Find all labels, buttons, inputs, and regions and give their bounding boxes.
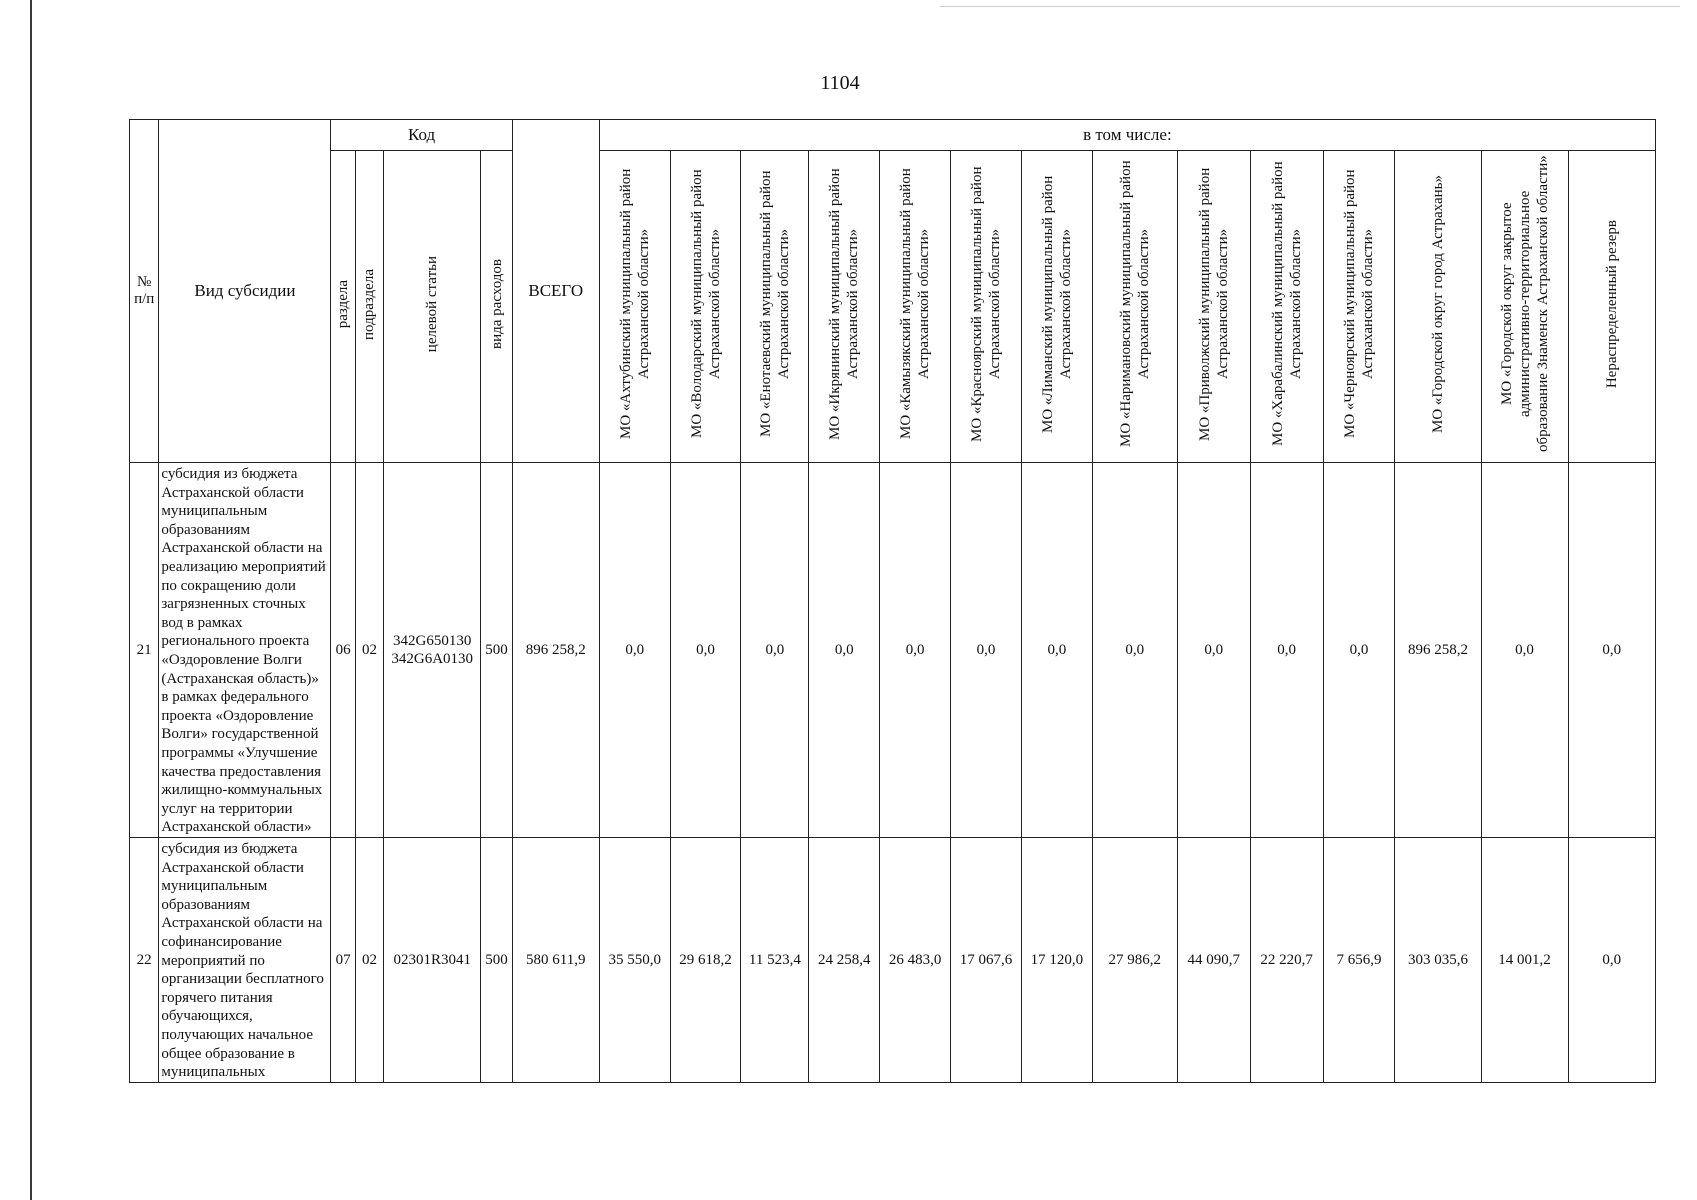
row-number: 22 — [130, 838, 159, 1083]
header-mo-kharabalinsky: МО «Харабалинский муниципальный район Астраханской области» — [1250, 151, 1323, 463]
header-mo-narimanovsky: МО «Наримановский муниципальный район Астраханской области» — [1092, 151, 1177, 463]
row-value: 0,0 — [809, 463, 880, 838]
row-target-code-line1: 342G650130 — [393, 633, 472, 649]
row-value: 0,0 — [951, 463, 1022, 838]
row-value: 35 550,0 — [599, 838, 670, 1083]
header-mo-limansky: МО «Лиманский муниципальный район Астраханской области» — [1021, 151, 1092, 463]
row-value: 22 220,7 — [1250, 838, 1323, 1083]
header-mo-krasnoyarsky: МО «Красноярский муниципальный район Астраханской области» — [951, 151, 1022, 463]
row-target-code — [384, 838, 481, 1083]
table-row — [130, 838, 1656, 1083]
row-value: 11 523,4 — [741, 838, 809, 1083]
header-mo-ikryaninsky: МО «Икрянинский муниципальный район Астраханской области» — [809, 151, 880, 463]
row-value: 14 001,2 — [1481, 838, 1568, 1083]
header-mo-znamensk: МО «Городской округ закрытое административно-территориальное образование Знаменск Астраханской области» — [1481, 151, 1568, 463]
row-value: 24 258,4 — [809, 838, 880, 1083]
row-value: 0,0 — [880, 463, 951, 838]
header-code-target: целевой статьи — [384, 151, 481, 463]
header-mo-astrakhan-city: МО «Городской округ город Астрахань» — [1395, 151, 1481, 463]
row-value: 26 483,0 — [880, 838, 951, 1083]
row-value: 27 986,2 — [1092, 838, 1177, 1083]
header-code-group: Код — [331, 120, 512, 151]
row-target-code-line2: 342G6A0130 — [391, 651, 474, 667]
row-section: 07 — [331, 838, 355, 1083]
row-value: 29 618,2 — [670, 838, 741, 1083]
header-mo-enotaevsky: МО «Енотаевский муниципальный район Астраханской области» — [741, 151, 809, 463]
row-value: 44 090,7 — [1177, 838, 1250, 1083]
row-expense-type: 500 — [481, 838, 512, 1083]
scan-edge-line — [30, 0, 32, 1200]
row-total: 580 611,9 — [512, 838, 599, 1083]
row-value: 17 120,0 — [1021, 838, 1092, 1083]
row-number: 21 — [130, 463, 159, 838]
subsidy-table — [129, 119, 1656, 1083]
row-value: 0,0 — [1092, 463, 1177, 838]
row-value: 0,0 — [1021, 463, 1092, 838]
header-code-expense: вида расходов — [481, 151, 512, 463]
row-value: 303 035,6 — [1395, 838, 1481, 1083]
header-unallocated-reserve: Нераспределенный резерв — [1568, 151, 1655, 463]
header-mo-volodarsky: МО «Володарский муниципальный район Астраханской области» — [670, 151, 741, 463]
row-target-code-line1: 02301R3041 — [393, 952, 471, 968]
header-row-vertical — [130, 151, 1656, 463]
row-value: 0,0 — [670, 463, 741, 838]
row-value: 0,0 — [1481, 463, 1568, 838]
row-value: 0,0 — [1568, 463, 1655, 838]
page-number: 1104 — [820, 72, 860, 94]
row-subsection: 02 — [355, 463, 383, 838]
row-target-code — [384, 463, 481, 838]
row-value: 0,0 — [599, 463, 670, 838]
row-total: 896 258,2 — [512, 463, 599, 838]
row-description: субсидия из бюджета Астраханской области муниципальным образованиям Астраханской области на реализацию мероприятий по сокращению доли загрязненных сточных вод в рамках регионального проекта «Оздоровление Волги (Астраханская область)» в рамках федерального проекта «Оздоровление Волги» государственной программы «Улучшение качества предоставления жилищно-коммунальных услуг на территории Астраханской области» — [159, 463, 331, 838]
row-value: 0,0 — [1568, 838, 1655, 1083]
row-value: 0,0 — [1250, 463, 1323, 838]
row-subsection: 02 — [355, 838, 383, 1083]
row-value: 7 656,9 — [1323, 838, 1395, 1083]
row-description: субсидия из бюджета Астраханской области муниципальным образованиям Астраханской области на софинансирование мероприятий по организации бесплатного горячего питания обучающихся, получающих начальное общее образование в муниципальных — [159, 838, 331, 1083]
row-value: 0,0 — [1323, 463, 1395, 838]
header-code-section: раздела — [331, 151, 355, 463]
header-no: № п/п — [130, 120, 159, 463]
header-mo-akhtubinsky: МО «Ахтубинский муниципальный район Астраханской области» — [599, 151, 670, 463]
header-including: в том числе: — [599, 120, 1655, 151]
row-section: 06 — [331, 463, 355, 838]
row-value: 0,0 — [741, 463, 809, 838]
header-row-top — [130, 120, 1656, 151]
row-value: 0,0 — [1177, 463, 1250, 838]
header-code-subsection: подраздела — [355, 151, 383, 463]
header-mo-chernoyarsky: МО «Черноярский муниципальный район Астраханской области» — [1323, 151, 1395, 463]
row-expense-type: 500 — [481, 463, 512, 838]
scan-top-line — [940, 6, 1680, 7]
table-row — [130, 463, 1656, 838]
header-mo-kamyzyaksky: МО «Камызякский муниципальный район Астраханской области» — [880, 151, 951, 463]
header-mo-privolzhsky: МО «Приволжский муниципальный район Астраханской области» — [1177, 151, 1250, 463]
header-total: ВСЕГО — [512, 120, 599, 463]
row-value: 896 258,2 — [1395, 463, 1481, 838]
header-subsidy-type: Вид субсидии — [159, 120, 331, 463]
row-value: 17 067,6 — [951, 838, 1022, 1083]
